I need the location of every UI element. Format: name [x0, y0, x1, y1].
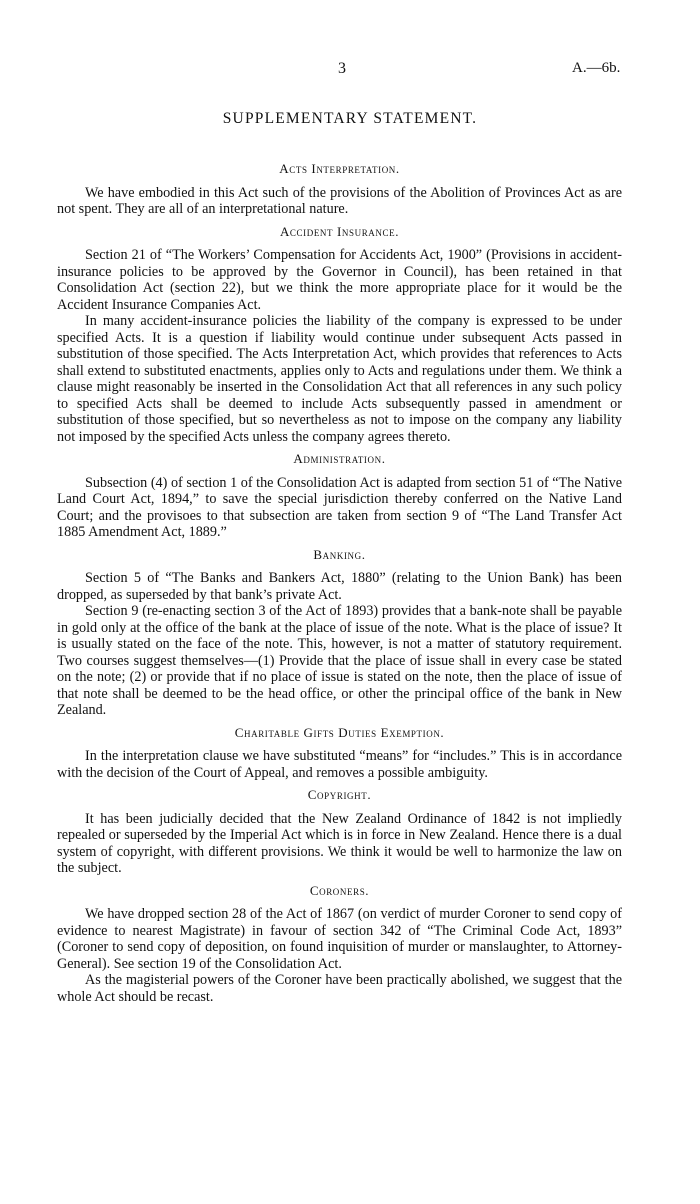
section-heading: Banking. [313, 546, 366, 562]
section-heading: Accident Insurance. [279, 223, 400, 239]
paragraph: Subsection (4) of section 1 of the Consolidation Act is adapted from section 51 of “The Native Land Court Act, 1894,” to save the special jurisdiction thereby conferred on the Native Land Court; and the provisoes to that subsection are taken from section 9 of “The Land Transfer Act 1885 Amendment Act, 1889.” [57, 474, 622, 540]
paragraph: As the magisterial powers of the Coroner have been practically abolished, we suggest that the whole Act should be recast. [57, 972, 622, 1005]
section-administration [57, 451, 622, 541]
paragraph: Section 5 of “The Banks and Bankers Act, 1880” (relating to the Union Bank) has been dropped, as superseded by that bank’s private Act. [57, 570, 622, 603]
section-acts-interpretation [57, 161, 622, 218]
section-heading: Charitable Gifts Duties Exemption. [234, 724, 445, 740]
paragraph: In the interpretation clause we have substituted “means” for “includes.” This is in accordance with the decision of the Court of Appeal, and removes a possible ambiguity. [57, 748, 622, 781]
paragraph: It has been judicially decided that the New Zealand Ordinance of 1842 is not impliedly repealed or superseded by the Imperial Act which is in force in New Zealand. Hence there is a dual system of copyright, with different provisions. We think it would be well to harmonize the law on the subject. [57, 810, 622, 876]
paragraph: We have dropped section 28 of the Act of 1867 (on verdict of murder Coroner to send copy of evidence to nearest Magistrate) in favour of section 342 of “The Criminal Code Act, 1893” (Coroner to send copy of deposition, on found inquisition of murder or manslaughter, to Attorney-General). See section 19 of the Consolidation Act. [57, 906, 622, 972]
document-reference: A.—6b. [572, 60, 621, 76]
paragraph: We have embodied in this Act such of the provisions of the Abolition of Provinces Act as are not spent. They are all of an interpretational nature. [57, 184, 622, 217]
paragraph: In many accident-insurance policies the liability of the company is expressed to be under specified Acts. It is a question if liability would continue under subsequent Acts passed in substitution of those specified. The Acts Interpretation Act, which provides that references to Acts shall extend to substituted enactments, applies only to Acts and regulations under them. We think a clause might reasonably be inserted in the Consolidation Act that all references in any such policy to specified Acts shall be deemed to include Acts subsequently passed in amendment or substitution of those specified, but so nevertheless as not to impose on the company any liability not imposed by the specified Acts unless the company agrees thereto. [57, 313, 622, 445]
section-accident-insurance [57, 224, 622, 446]
section-coroners [57, 883, 622, 1006]
section-heading: Copyright. [307, 787, 372, 802]
paragraph: Section 9 (re-enacting section 3 of the Act of 1893) provides that a bank-note shall be payable in gold only at the office of the bank at the place of issue of the note. What is the place of issue? It is usually stated on the face of the note. This, however, is not a matter of statutory requirement. Two courses suggest themselves—(1) Provide that the place of issue shall in every case be stated on the note; (2) or provide that if no place of issue is stated on the note, then the place of issue of that note shall be deemed to be the head office, or other the principal office of the bank in New Zealand. [57, 603, 622, 718]
section-heading: Acts Interpretation. [279, 161, 400, 176]
section-heading: Coroners. [309, 882, 370, 898]
section-banking [57, 547, 622, 719]
document-body [57, 155, 622, 1010]
page-number: 3 [338, 60, 346, 77]
section-charitable-gifts [57, 725, 622, 782]
section-heading: Administration. [293, 451, 386, 466]
section-copyright [57, 787, 622, 877]
paragraph: Section 21 of “The Workers’ Compensation for Accidents Act, 1900” (Provisions in accident-insurance policies to be approved by the Governor in Council), has been retained in that Consolidation Act (section 22), but we think the more appropriate place for it would be the Accident Insurance Companies Act. [57, 247, 622, 313]
document-title: SUPPLEMENTARY STATEMENT. [222, 110, 478, 127]
